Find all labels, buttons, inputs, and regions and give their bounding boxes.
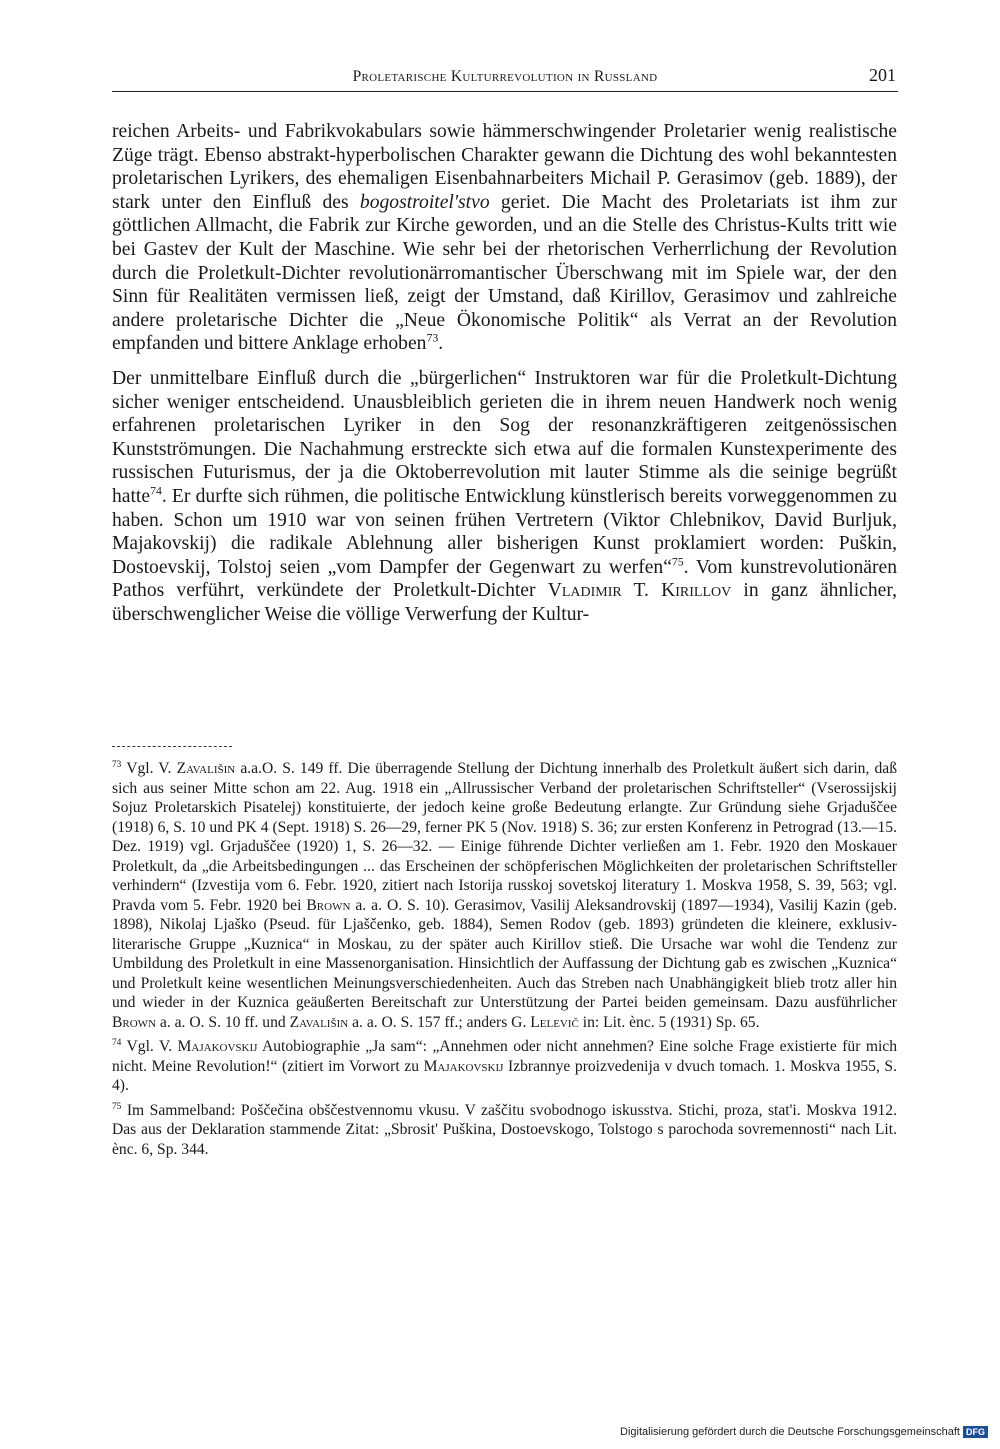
footnote-number: 74 bbox=[112, 1037, 122, 1048]
author-name: Lelevič bbox=[530, 1013, 579, 1031]
text-run: Autobiographie „Ja sam“: „Annehmen oder nicht annehmen? Eine solche Frage existierte für mich nicht. Meine Revolution!“ (zitiert im Vorwort zu bbox=[112, 1038, 898, 1075]
page-number: 201 bbox=[869, 65, 896, 85]
text-run: geriet. Die Macht des Proletariats ist ihm zur göttlichen Allmacht, die Fabrik zur Kirche geworden, und an die Stelle des Christus-Kults tritt wie bei Gastev der Kult der Maschine. Wie sehr bei der rhetorischen Verherrlichung der Revolution durch die Proletkult-Dichter revolutionärromantischer Überschwang mit im Spiele war, der den Sinn für Realitäten vermissen ließ, zeigt der Umstand, daß Kirillov, Gerasimov und zahlreiche andere proletarische Dichter die „Neue Ökonomische Politik“ als Verrat an der Revolution empfanden und bittere Anklage erhoben bbox=[112, 191, 897, 355]
footnote-ref-75[interactable]: 75 bbox=[671, 555, 684, 569]
credit-text: Digitalisierung gefördert durch die Deutsche Forschungsgemeinschaft bbox=[620, 1426, 960, 1438]
author-name: Majakovskij bbox=[423, 1057, 504, 1075]
paragraph-2 bbox=[112, 367, 897, 627]
text-run: Vgl. V. bbox=[121, 1038, 178, 1055]
footnote-73 bbox=[112, 759, 897, 1032]
footnotes bbox=[112, 759, 897, 1159]
running-header bbox=[112, 64, 898, 94]
text-run: a.a.O. S. 149 ff. Die überragende Stellung der Dichtung innerhalb des Proletkult äußert sich darin, daß sich aus seiner Mitte schon am 22. Aug. 1918 ein „Allrussischer Verband der proletarischen Schriftsteller“ (Vserossijskij Sojuz Proletarskich Pisatelej) konstituierte, der jedoch keine große Bedeutung erlangte. Zur Gründung siehe Grjaduščee (1918) 6, S. 10 und PK 4 (Sept. 1918) S. 26—29, ferner PK 5 (Nov. 1918) S. 36; zur ersten Konferenz in Petrograd (13.—15. Dez. 1919) vgl. Grjaduščee (1920) 1, S. 26—32. — Einige führende Dichter verließen am 1. Febr. 1920 den Moskauer Proletkult, da „die Arbeitsbedingungen ... das Erscheinen der schöpferischen Möglichkeiten der proletarischen Schriftsteller verhindern“ (Izvestija vom 6. Febr. 1920, zitiert nach Istorija russkoj sovetskoj literatury 1. Moskva 1958, S. 39, 563; vgl. Pravda vom 5. Febr. 1920 bei bbox=[112, 760, 897, 914]
digitization-credit bbox=[620, 1426, 988, 1438]
text-run: Vgl. V. bbox=[121, 760, 177, 777]
author-name: Zavališin bbox=[176, 760, 236, 777]
author-name: Majakovskij bbox=[177, 1038, 258, 1055]
text-run: . Er durfte sich rühmen, die politische Entwicklung künstlerisch bereits vorweggenommen zu haben. Schon um 1910 war von seinen frühen Vertretern (Viktor Chlebnikov, David Burljuk, Majakovskij) die radikale Ablehnung aller bisherigen Kunst proklamiert worden: Puškin, Dostoevskij, Tolstoj seien „vom Dampfer der Gegenwart zu werfen“ bbox=[112, 485, 897, 578]
footnote-74 bbox=[112, 1037, 897, 1096]
author-name: Brown bbox=[306, 896, 351, 914]
footnote-ref-73[interactable]: 73 bbox=[426, 331, 439, 345]
text-run: reichen Arbeits- und Fabrikvokabulars sowie hämmerschwingender Proletarier wenig realistische Züge trägt. Ebenso abstrakt-hyperbolischen Charakter gewann die Dichtung des wohl bekanntesten proletarischen Lyrikers, des ehemaligen Eisenbahnarbeiters Michail P. Gerasimov (geb. 1889), der stark unter den Einfluß des bbox=[112, 121, 897, 213]
footnote-number: 73 bbox=[112, 759, 122, 770]
italic-term: bogostroitel'stvo bbox=[359, 191, 490, 213]
author-name: Vladimir T. Kirillov bbox=[547, 580, 732, 602]
text-run: a. a. O. S. 10). Gerasimov, Vasilij Aleksandrovskij (1897—1934), Vasilij Kazin (geb. 1898), Nikolaj Ljaško (Pseud. für Ljaščenko, geb. 1884), Semen Rodov (geb. 1893) gründeten die kleinere, exklusiv-literarische Gruppe „Kuznica“ in Moskau, zu der später auch Kirillov stieß. Die Ursache war wohl die Tendenz zur Umbildung des Proletkult in eine Massenorganisation. Hinsichtlich der Auffassung der Dichtung gab es zwischen „Kuznica“ und Proletkult keine wesentlichen Meinungsverschiedenheiten. Auch das Streben nach Unabhängigkeit blieb trotz aller hin und wieder in der Kuznica geäußerten Bereitschaft zur Unterstützung der Partei beiden gemeinsam. Dazu ausführlicher bbox=[112, 896, 897, 1011]
author-name: Brown bbox=[112, 1013, 157, 1031]
text-run: a. a. O. S. 10 ff. und bbox=[156, 1013, 290, 1031]
text-run: . Vom kunstrevolutionären Pathos verführt, verkündete der Proletkult-Dichter bbox=[112, 556, 897, 602]
footnote-number: 75 bbox=[112, 1101, 122, 1112]
text-run: Izbrannye proizvedenija v dvuch tomach. 1. Moskva 1955, S. 4). bbox=[112, 1057, 897, 1094]
text-run: a. a. O. S. 157 ff.; anders G. bbox=[348, 1013, 531, 1031]
text-run: Im Sammelband: Poščečina obščestvennomu vkusu. V zaščitu svobodnogo iskusstva. Stichi, proza, stat'i. Moskva 1912. Das aus der Deklaration stammende Zitat: „Sbrosit' Puškina, Dostoevskogo, Tolstogo s parochoda sovremennosti“ nach Lit. ènc. 6, Sp. 344. bbox=[112, 1101, 897, 1158]
footnote-divider bbox=[112, 746, 232, 747]
footnote-ref-74[interactable]: 74 bbox=[150, 484, 162, 498]
text-run: in ganz ähnlicher, überschwenglicher Weise die völlige Verwerfung der Kultur- bbox=[112, 580, 897, 625]
dfg-logo: DFG bbox=[963, 1426, 988, 1438]
text-run: . bbox=[438, 333, 444, 355]
header-rule bbox=[112, 91, 898, 92]
footnote-75 bbox=[112, 1101, 897, 1160]
running-title: Proletarische Kulturrevolution in Russland bbox=[352, 68, 658, 85]
text-run: in: Lit. ènc. 5 (1931) Sp. 65. bbox=[578, 1013, 760, 1031]
author-name: Zavališin bbox=[289, 1013, 349, 1031]
paragraph-1 bbox=[112, 120, 897, 356]
text-run: Der unmittelbare Einfluß durch die „bürgerlichen“ Instruktoren war für die Proletkult-Dichtung sicher weniger entscheidend. Unausbleiblich gerieten die in ihrem neuen Handwerk noch wenig erfahrenen proletarischen Lyriker in den Sog der resonanzkräftigeren zeitgenössischen Kunstströmungen. Die Nachahmung erstreckte sich etwa auf die formalen Kunstexperimente des russischen Futurismus, der ja die Oktoberrevolution mit lauter Stimme als die seinige begrüßt hatte bbox=[112, 367, 897, 507]
main-text bbox=[112, 120, 897, 626]
